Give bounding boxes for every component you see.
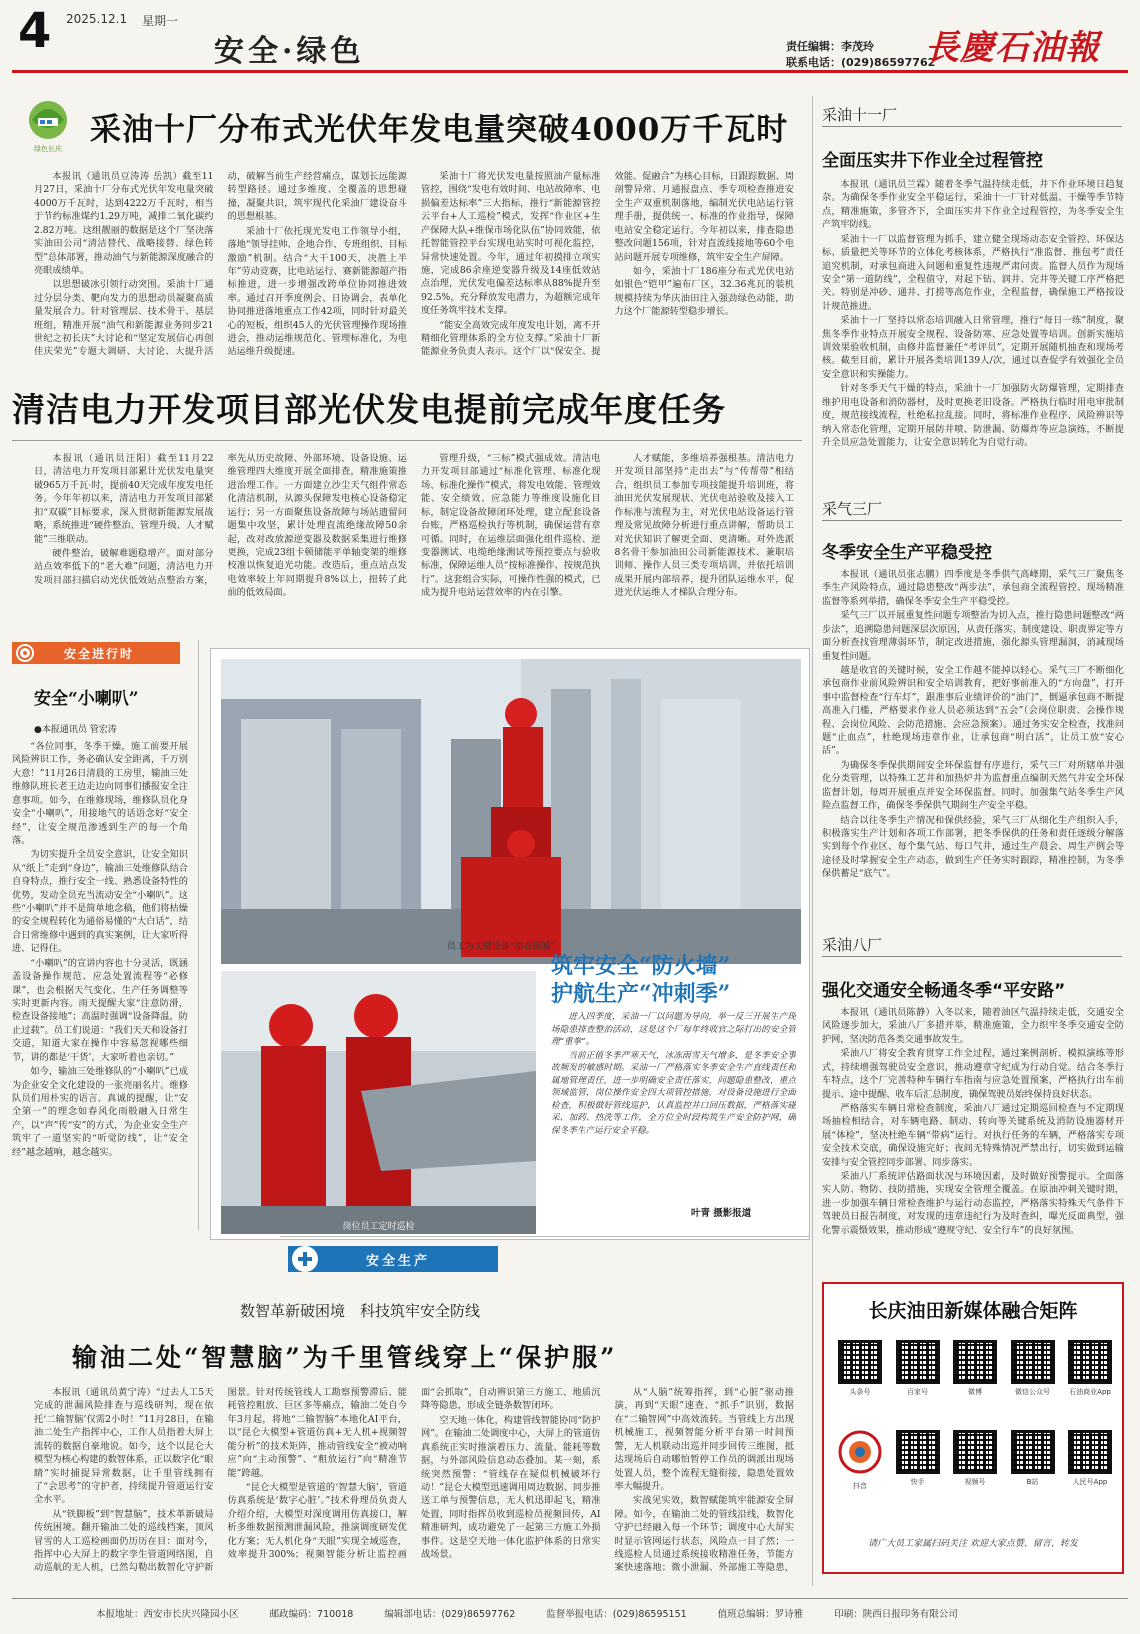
qr-row-1 bbox=[838, 1340, 1112, 1397]
photo-bottom-caption: 岗位员工定时巡检 bbox=[342, 1222, 415, 1232]
photo-feature bbox=[210, 648, 810, 1240]
feature-text bbox=[551, 1011, 796, 1191]
safety-badge bbox=[12, 642, 180, 664]
plant3-body bbox=[822, 1006, 1124, 1268]
masthead-logo: 長慶石油報 bbox=[925, 28, 1100, 68]
qr-code-item[interactable] bbox=[1068, 1340, 1112, 1397]
qr-code-item[interactable] bbox=[1011, 1340, 1055, 1397]
editor-name: 责任编辑：李茂玲 bbox=[786, 40, 874, 53]
issue-date: 2025.12.1 bbox=[66, 12, 128, 26]
issue-weekday: 星期一 bbox=[142, 14, 179, 28]
plant3-paragraph: 本报讯（通讯员陈静）入冬以来，随着油区气温持续走低，交通安全风险逐步加大，采油八厂多措并举，精准施策，全力织牢冬季交通安全防护网，坚决防范各类交通事故发生。 bbox=[822, 1007, 1124, 1045]
plant1-paragraph: 采油十一厂坚持以常态培训融入日常管理，推行“每日一练”制度，聚焦冬季作业特点开展安全规程、设备防寒、应急处置等培训。创新实施培训效果验收机制，由修井监督兼任“考评员”，定期开展随机抽查和现场考核。截至目前，累计开展各类培训139人/次，通过以查促学有效强化全员安全意识和实操能力。 bbox=[822, 315, 1124, 380]
qr-code-icon[interactable] bbox=[896, 1340, 940, 1384]
safety-production-label: 安全生产 bbox=[366, 1253, 431, 1269]
qr-label: 快手 bbox=[910, 1478, 925, 1486]
media-matrix-slogan: 请广大员工家属扫码关注 欢迎大家点赞、留言、转发 bbox=[868, 1539, 1078, 1549]
plant3-label: 采油八厂 bbox=[822, 936, 883, 954]
inspection-photo-icon bbox=[221, 971, 536, 1234]
article1-paragraph: 采油十厂依托现光发电工作领导小组，落地“领导挂帅、企地合作、专班组织、目标激励”机制。结合“大干100天，决胜上半年”劳动竞赛，比电站运行、赛新能源超产指标推进，进一步增强改跨单位协同推进效率。通过召开季度例会、日协调会，表单化协同推进落地重点工作42项，同时针对最关心的短板，组织45人的光伏管理操作现场推进会，推动运维规范化、管理标准化，为电站运维升级提速。 bbox=[227, 225, 407, 358]
safety-paragraph: “小喇叭”的宣讲内容也十分灵活，既涵盖设备操作规范、应急处置流程等“必修课”，也会根据天气变化、生产任务调整等实时更新内容。雨天提醒大家“注意防滑，检查设备接地”；高温时强调“设备降温，防止过载”。员工们说道：“我们天天和设备打交道，知道大家在操作中容易忽视哪些细节，讲的都是‘干货’，大家听着也亲切。” bbox=[12, 957, 188, 1063]
plant3-paragraph: 采油八厂将安全教育贯穿工作全过程，通过案例剖析、模拟演练等形式，持续增强驾驶员安全意识，推动遵章守纪成为行动自觉。结合冬季行车特点，这个厂完善特种车辆行车指南与应急处置预案，严格执行出车前提示、途中提醒、收车后汇总制度，确保驾驶员始终保持良好状态。 bbox=[822, 1048, 1124, 1100]
qr-row-2 bbox=[838, 1430, 1112, 1491]
feature-paragraph: 当前正值冬季严寒天气，冰冻雨雪天气增多，是冬季安全事故频发的敏感时期。采油一厂严格落实冬季安全生产直线责任和属地管理责任，进一步明确安全责任落实，问题隐患整改，重点领域监管，岗位操作安全四大项管控措施，对设备设施进行全面检查，积极做好管线巡护，认真监控井口回压数据，严格落实碰采、加药、热洗等工作，全方位全时段构筑生产安全防护网，确保冬季生产运行安全平稳。 bbox=[551, 1050, 796, 1136]
footer-night-editor: 值班总编辑：罗诗雅 bbox=[717, 1609, 804, 1620]
qr-label: 头条号 bbox=[849, 1388, 871, 1396]
plant2-paragraph: 本报讯（通讯员张志鹏）四季度是冬季供气高峰期，采气三厂聚焦冬季生产风险特点，通过隐患整改“两步法”，承包商全流程管控、现场精准监督等系列举措，确保冬季安全生产平稳受控。 bbox=[822, 569, 1124, 607]
editor-phone: 联系电话：(029)86597762 bbox=[786, 56, 936, 69]
column-divider bbox=[198, 640, 199, 1230]
plant3-title: 强化交通安全畅通冬季“平安路” bbox=[822, 981, 1066, 1001]
plant2-paragraph: 越是收官的关键时候，安全工作越不能掉以轻心。采气三厂不断细化承包商作业前风险辨识和安全培训教育，把好事前准入的“方向盘”，打开事中监督检查“行车灯”，跟准事后业绩评价的“油门”，倒逼承包商不断提高准入门槛，严格要求作业人员必须达到“五会”（会岗位职责、会操作规程、会岗位风险、会防范措施、会应急预案）。通过务实安全检查，找准问题“止血点”，杜绝现场违章作业，让承包商“明白活”，让员工放“安心活”。 bbox=[822, 664, 1124, 757]
feature-title-line1: 筑牢安全“防火墙” bbox=[551, 953, 731, 979]
footer-address: 本报地址：西安市长庆兴隆园小区 bbox=[96, 1609, 239, 1620]
photo-credit: 叶青 摄影报道 bbox=[691, 1208, 752, 1219]
qr-label: 微信公众号 bbox=[1015, 1388, 1050, 1396]
article1-paragraph: 以思想破冰引领行动突围。采油十厂通过分层分类、靶向发力的思想动员凝聚高质量发展合力。针对管理层、技术骨干、基层班组，精准开展“油气和新能源业务同步21世纪之初长庆”大讨论和“坚定发展信心再创佳庆荣光”专题大调研、大讨论、大提升活动，破解当前生产经营痛点，谋划长远能源转型路径。通过多维度、全覆盖的思想碰撞，凝聚共识，筑牢现代化采油厂建设奋斗的思想根基。 bbox=[34, 171, 407, 358]
article3-paragraph: 本报讯（通讯员黄宁涛）“过去人工5天完成的泄漏风险排查与巡线研判，现在依托‘二输智脑’仅需2小时！”11月28日，在输油二处生产指挥中心，工作人员指着大屏上流转的数据自豪地说。如今，这个以昆仑大模型为核心构建的数智体系，正以数字化“眼睛”实时捕捉异常数据，让千里管线拥有了“会思考”的守护者，持续提升管道运行安全水平。 bbox=[34, 1387, 214, 1506]
qr-code-item[interactable] bbox=[896, 1430, 940, 1491]
article3-paragraph: 实战见实效，数智赋能筑牢能源安全屏障。如今，在输油二处的管线沿线，数智化守护已经融入每一个环节；调度中心大屏实时显示管网运行状态，风险点一目了然；一线巡检人员通过系统接收精准任务，节能方案快速落地；微小泄漏、外部施工等隐患， bbox=[614, 1495, 794, 1574]
article3-title: 输油二处“智慧脑”为千里管线穿上“保护服” bbox=[72, 1343, 618, 1372]
safety-badge-icon bbox=[16, 644, 34, 662]
plant3-label-rule bbox=[822, 956, 1122, 957]
plant2-body bbox=[822, 568, 1124, 892]
feature-paragraph: 进入四季度，采油一厂以问题为导向，举一反三开展生产现场隐患排查整治活动，这是这个厂每年终收官之际打出的安全管理“重拳”。 bbox=[551, 1012, 796, 1048]
photo-top bbox=[221, 659, 801, 964]
plant3-paragraph: 严格落实车辆日常检查制度，采油八厂通过定期巡回检查与不定期现场抽检相结合，对车辆电路、制动、转向等关键系统及消防设施器材开展“体检”，坚决杜绝车辆“带病”运行。对执行任务的车辆，严格落实专项安全技术交底，确保设施完好；夜间无特殊情况严禁出行，切实做到运输安排与安全管控同步部署、同步落实。 bbox=[822, 1102, 1124, 1168]
section-name: 安全·绿色 bbox=[214, 34, 365, 69]
article3-paragraph: 从“铁脚板”到“智慧脑”，技术革新破局传统困境。翻开输油二处的巡线档案，顶风冒雪的人工巡检画面仍历历在目：面对今，指挥中心大屏上的数字孪生管道网络图，自动巡航的无人机，已然勾勒出数智化守护新图景。针对传统管线人工勘察预警滞后、能耗管控粗放、巨区多等痛点，输油二处自今年3月起，将地“二输智脑”本地化AI平台，以“昆仑大模型+管道仿真+无人机+视频智能分析”的技术矩阵，推动管线安全“被动响应”向“主动预警”、“粗放运行”向“精准节能”跨越。 bbox=[34, 1387, 407, 1574]
article2-rule bbox=[12, 440, 802, 441]
article2-paragraph: 硬件整治，破解难题稳增产。面对部分站点效率低下的“老大难”问题，清洁电力开发项目部扫描启动光伏低效站点整治方案，率先从历史故障、外部环境、设备设施、运维管理四大维度开展全面排查，精准施策推进治理工作。一方面建立沙尘天气组件常态化清洁机制，从源头保障发电核心设备稳定运行；另一方面聚焦设备故障与场站遗留问题集中攻坚，累计处理直流绝缘故障50余起，改对改放源逆变器及数据采集进行维修更换，完成23组卡顿储能平单轴变架的维修校准以恢复追光功能。改造后，重点站点发电效率较上年同期提升8%以上，扭转了此前的低效局面。 bbox=[34, 453, 407, 599]
footer-postcode: 邮政编码：710018 bbox=[269, 1609, 354, 1620]
article2-title: 清洁电力开发项目部光伏发电提前完成年度任务 bbox=[12, 390, 726, 429]
qr-code-icon[interactable] bbox=[953, 1340, 997, 1384]
qr-label: 石油商业App bbox=[1069, 1388, 1111, 1396]
article3-body bbox=[34, 1386, 794, 1582]
plant1-paragraph: 本报讯（通讯员兰霖）随着冬季气温持续走低，井下作业环境日趋复杂。为确保冬季作业安全平稳运行，采油十一厂针对低温、干燥等季节特点，精准施策，多管齐下，全面压实井下作业全过程管控，为冬季安全生产筑牢防线。 bbox=[822, 179, 1124, 231]
safety-title: 安全“小喇叭” bbox=[34, 689, 139, 709]
qr-code-item[interactable] bbox=[953, 1430, 997, 1491]
photo-bottom bbox=[221, 971, 536, 1234]
header-rule bbox=[12, 70, 1128, 73]
page-number: 4 bbox=[18, 3, 52, 59]
footer-supervision: 监督举报电话：(029)86595151 bbox=[546, 1609, 687, 1620]
article3-paragraph: 从“人脑”统筹指挥，到“心脏”驱动推演，再到“天眼”速查、“抓手”识别，数据在“二输智网”中高效流转。当管线上方出现机械施工，视频智能分析平台第一时间预警，无人机联动出巡并同步回传三维图，抵达现场后自动哪怕暂停工作员的调派出现场处置人员，整个流程无缝衔接，隐患处置效率大幅提升。 bbox=[614, 1387, 794, 1492]
feature-title-line2: 护航生产“冲刺季” bbox=[551, 981, 731, 1007]
safety-paragraph: 为切实提升全员安全意识，让安全知识从“纸上”走到“身边”，输油三处维修队结合自身特点，推行安全一线、熟悉设备特性的优势，发动全员充当流动安全“小喇叭”。这些“小喇叭”并不是简单地念稿，他们将枯燥的安全规程转化为通俗易懂的“大白话”，结合日常维修中遇到的真实案例，让大家听得进、记得住。 bbox=[12, 849, 188, 955]
qr-label: 视频号 bbox=[964, 1478, 986, 1486]
footer-printer: 印刷：陕西日报印务有限公司 bbox=[834, 1609, 958, 1620]
cross-shield-icon bbox=[292, 1246, 318, 1272]
qr-code-item[interactable] bbox=[1011, 1430, 1055, 1491]
article2-paragraph: 本报讯（通讯员汪阳）截至11月22日，清洁电力开发项目部累计光伏发电量突破965万千瓦·时，提前40天完成年度发电任务。今年年初以来，清洁电力开发项目部紧扣“双碳”目标要求，深入贯彻新能源发展战略，系统推进“硬件整治、管理升级、人才赋能”三维联动。 bbox=[34, 453, 214, 545]
qr-code-icon[interactable] bbox=[953, 1430, 997, 1474]
plant2-paragraph: 结合以往冬季生产情况和保供经验，采气三厂从细化生产组织入手，积极落实生产计划和各项工作部署，把冬季保供的任务和责任逐级分解落实到每个作业区、每个集气站、每口气井，通过生产晨会、周生产例会等途径及时掌握安全生产动态，做到生产任务实时跟踪，精准控制，为冬季保供蓄足“底气”。 bbox=[822, 814, 1124, 880]
footer-edit-phone: 编辑部电话：(029)86597762 bbox=[384, 1609, 516, 1620]
media-matrix bbox=[822, 1282, 1124, 1574]
article3-paragraph: 空天地一体化，构建管线智能协同“防护网”。在输油二处调度中心，大屏上的管道仿真系统正实时推演着压力、流量、能耗等数据，与外部风险信息动态叠加。某一刻，系统突然预警：“管线存在疑似机械破坏行动！”昆仑大模型迅速调用周边数据、同步推送工单与预警信息，无人机迅即起飞，精准处置，同时指挥员收到巡检员视频回传，AI精准研判，成功避免了一起第三方施工外损事件。这是空天地一体化监护体系的日常实战场景。 bbox=[421, 1414, 601, 1561]
qr-code-icon[interactable] bbox=[1011, 1340, 1055, 1384]
plant3-paragraph: 采油八厂系统评估路面状况与环境因素，及时做好预警提示。全面落实人防、物防、技防措施，实现安全管理全覆盖。在原油冲刺关键时期，进一步加强车辆日常检查维护与运行动态监控，严格落实特殊天气条件下驾驶员日报告制度，对发现的违章违纪行为及时查纠，曝光反面典型，强化警示震慑效果，推动形成“遵规守纪、安全行车”的良好氛围。 bbox=[822, 1171, 1124, 1236]
article1-paragraph: 如今，采油十厂186座分布式光伏电站如银色“铠甲”遍布厂区，32.36兆瓦的装机规模持续为华庆油田注入强劲绿色动能，助力这个厂能源转型稳步增长。 bbox=[614, 265, 794, 318]
qr-label: 人民号App bbox=[1072, 1478, 1108, 1486]
safety-production-badge bbox=[288, 1246, 498, 1272]
plant1-label-rule bbox=[822, 126, 1122, 127]
article1-title: 采油十厂分布式光伏年发电量突破4000万千瓦时 bbox=[90, 112, 789, 148]
photo-top-caption: 员工为关键设备“添衣保暖” bbox=[446, 942, 556, 952]
page-header bbox=[0, 0, 1140, 70]
safety-paragraph: “各位同事，冬季干燥，施工前要开展风险辨识工作，务必确认安全距离，千万别大意！”11月26日清晨的工房里，输油三处维修队班长老王边走边向同事们播报安全注意事项。如今，在维修现场，维修队员化身安全“小喇叭”，用接地气的话语念好“安全经”，让安全规范渗透到生产的每一个角落。 bbox=[12, 741, 188, 846]
media-matrix-title: 长庆油田新媒体融合矩阵 bbox=[868, 1300, 1078, 1322]
qr-code-icon[interactable] bbox=[896, 1430, 940, 1474]
article1-body bbox=[34, 170, 794, 385]
logo-caption: 绿色长庆 bbox=[34, 145, 62, 153]
article1-paragraph: 采油十厂将光伏发电量按照油产量标准管控，围绕“发电有效时间、电站故障率、电损偏差达标率”三大指标，推行“新能源管控云平台+人工巡检”模式，发挥“作业区+生产保障大队+维保市场化队伍”协同效能，依托智能管控平台实现电站实时可视化监控，异常快速处置。今年，通过年初摸排立项实施，完成86余座逆变器升级及14座低效站点治理，光伏发电偏差达标率从88%提升至92.5%，充分释放发电潜力，为超额完成年度任务筑牢技术支撑。 bbox=[421, 171, 601, 317]
article2-body bbox=[34, 452, 794, 624]
qr-code-icon[interactable] bbox=[838, 1340, 882, 1384]
page-footer bbox=[96, 1606, 1126, 1620]
qr-label: B站 bbox=[1026, 1478, 1039, 1486]
qr-label: 抖音 bbox=[853, 1482, 867, 1490]
plant2-paragraph: 采气三厂以开展重复性问题专项整治为切入点，推行隐患问题整改“两步法”，追溯隐患问题深层次原因，从责任落实、制度建设、职责界定等方面分析查找管理薄弱环节，制定改进措施，强化源头管理漏洞，消减现场重复性问题。 bbox=[822, 610, 1124, 662]
safety-body bbox=[12, 740, 188, 1260]
qr-code-item[interactable] bbox=[896, 1340, 940, 1397]
plant2-paragraph: 为确保冬季保供期间安全环保监督有序进行，采气三厂对所辖单井强化分类管理，以特殊工艺井和加热炉井为监督重点编制天然气井安全环保监督计划，每周开展重点并安全环保监督。同时，加强集气站冬季生产风险点监督工作，确保冬季保供气期间生产安全平稳。 bbox=[822, 759, 1124, 812]
qr-code-item[interactable] bbox=[1068, 1430, 1112, 1491]
oilfield-emblem-icon bbox=[838, 1430, 882, 1474]
section-band bbox=[280, 1236, 810, 1237]
article2-paragraph: 人才赋能，多维培养强根基。清洁电力开发项目部坚持“走出去”与“传帮带”相结合，组织员工参加专项技能提升培训班，将油田光伏发展现状、光伏电站验收及接入工作标准与流程为主，对光伏电站设备运行管理及常见故障分析进行重点讲解，帮助员工对光伏知识了解更全面、更清晰。对外选派8名骨干参加油田公司新能源技术、兼职培训师、操作人员三类专项培训，并依托培训成果开展内部培养，提升团队运维水平，促进光伏运维人才梯队合理分布。 bbox=[614, 453, 794, 599]
article2-paragraph: 管理升级，“三标”模式强成效。清洁电力开发项目部通过“标准化管理、标准化现场、标准化操作”模式，将发电效能、管理效能、安全绩效、应急能力等维度设施化目标，制定设备故障闭环处理，建立配套设备台账，严格巡检执行等机制，确保运营有章可循。同时，在运维层面强化组件巡检、逆变器测试、电缆绝缘测试等预控要点与验收标准，保障运维人员“按标准操作、按规范执行”。这套组合实际，可操作性强的模式，已成为提升电站运营效率的内在引擎。 bbox=[421, 453, 601, 599]
plant1-title: 全面压实井下作业全过程管控 bbox=[822, 151, 1043, 171]
plant1-paragraph: 针对冬季天气干燥的特点，采油十一厂加强防火防爆管理，定期排查维护用电设备和消防器材，及时更换老旧设备。严格执行临时用电审批制度，规范接线流程，杜绝私拉乱接。同时，将标准作业程序、风险辨识等纳入常态化管理，定期开展防井喷、防泄漏、防爆炸等应急演练，不断提升全员应急处置能力，让安全意识转化为自觉行动。 bbox=[822, 383, 1124, 449]
plant2-label-rule bbox=[822, 520, 1122, 521]
right-column-divider bbox=[812, 96, 813, 1586]
plant1-paragraph: 采油十一厂以监督管理为抓手，建立健全现场动态安全管控、环保达标、质量把关等环节的立体化考核体系，严格执行“准监督、推包考”责任追究机制，对承包商进入问题和重复性违规严肃问责。监督人员作为现场安全“第一道防线”，全程值守，对起下钻、润井、完井等关键工序严格把关。特别是冲砂、通井、打捞等高危作业，全程监督，确保施工严格按设计规范推进。 bbox=[822, 233, 1124, 312]
qr-code-item[interactable] bbox=[953, 1340, 997, 1397]
green-logo bbox=[24, 96, 72, 154]
plant2-label: 采气三厂 bbox=[822, 500, 883, 518]
emblem-item bbox=[838, 1430, 882, 1491]
qr-label: 百家号 bbox=[907, 1388, 928, 1396]
qr-code-icon[interactable] bbox=[1011, 1430, 1055, 1474]
green-leaf-icon bbox=[24, 96, 72, 140]
qr-code-icon[interactable] bbox=[1068, 1340, 1112, 1384]
plant2-title: 冬季安全生产平稳受控 bbox=[822, 543, 992, 563]
footer-rule bbox=[12, 1598, 1128, 1599]
safety-paragraph: 如今，输油三处维修队的“小喇叭”已成为企业安全文化建设的一张亮丽名片。维修队员们用朴实的语言、真诚的提醒，让“安全第一”的理念如春风化雨般融入日常生产，以“声”传“安”的方式，为企业安全生产筑牢了一道坚实的“听觉防线”，让“安全经”越念越响，越念越实。 bbox=[12, 1066, 188, 1158]
qr-label: 微博 bbox=[968, 1388, 982, 1396]
article3-paragraph: “昆仑大模型是管道的‘智慧大脑’，管道仿真系统是‘数字心脏’。”技术骨理员负责人介绍介绍，大模型对深度调用仿真接口，解析多维数据预测泄漏风险，推演调度研发优化方案；无人机化身“天眼”实现全域巡查，效率提升300%；视频智能分析让监控画面“会抓取”，自动辨识第三方施工、地质沉降等隐患，形成全链条数智闭环。 bbox=[227, 1387, 601, 1561]
article1-paragraph: “能安全高效完成年度发电计划，离不开精细化管理体系的全方位支撑。”采油十厂新能源业务负责人表示。这个厂以“保安全、提效能、促融合”为核心目标，日跟踪数据、周剖警异常、月通报盘点、季专项检查推进安全生产双重机制落地，编制光伏电站运行管理手册，提供统一、标准的作业指导，保障电站安全稳定运行。今年初以来，排查隐患整改问题156项，针对直流线接地等60个电站问题开展专项维修，筑牢安全生产屏障。 bbox=[421, 171, 794, 358]
article3-kicker: 数智革新破困境 科技筑牢安全防线 bbox=[240, 1302, 481, 1320]
equipment-photo-icon bbox=[221, 659, 801, 964]
safety-byline: ●本报通讯员 管宏涛 bbox=[34, 725, 117, 735]
safety-badge-label: 安全进行时 bbox=[64, 646, 135, 661]
qr-code-item[interactable] bbox=[838, 1340, 882, 1397]
plant1-label: 采油十一厂 bbox=[822, 106, 898, 124]
article1-paragraph: 本报讯（通讯员豆涛涛 岳凯）截至11月27日，采油十厂分布式光伏年发电量突破4000万千瓦时，达到4222万千瓦时，相当于节约标准煤约1.29万吨，减排二氧化碳约2.82万吨。这组靓丽的数据是这个厂坚决落实油田公司“清洁替代、战略接替、绿色转型”总体部署，推动油气与新能源深度融合的亮眼成绩单。 bbox=[34, 171, 214, 276]
qr-code-icon[interactable] bbox=[1068, 1430, 1112, 1474]
plant1-body bbox=[822, 178, 1124, 468]
